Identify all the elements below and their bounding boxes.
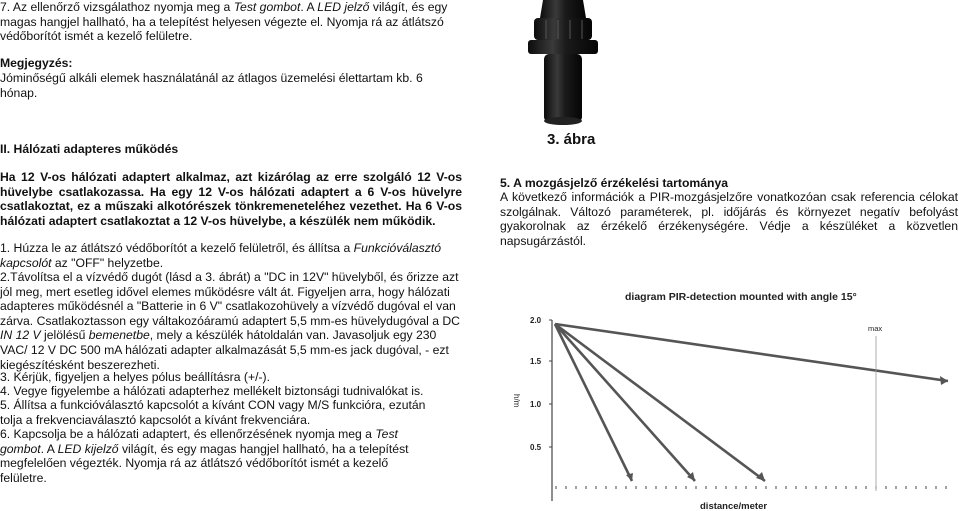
section5-title: 5. A mozgásjelző érzékelési tartománya xyxy=(500,176,729,190)
y-tick-label: 1.0 xyxy=(530,400,542,409)
max-label: max xyxy=(868,324,883,333)
section-title: II. Hálózati adapteres működés xyxy=(0,142,179,156)
pir-detection-diagram xyxy=(500,286,959,511)
warning-paragraph: Ha 12 V-os hálózati adaptert alkalmaz, azt kizárólag az erre szolgáló 12 V-os hüvelybe csatlakozassa. Ha egy 12 V-os hálózati adaptert a 6 V-os hüvelyre csatlakoztat, ez a műszaki alkotórészek tönkremeneteléhez vezethet. Ha 6 V-os hálózati adaptert csatlakoztat a 12 V-os hüvelybe, a készülék nem működik. xyxy=(0,170,462,228)
step-3: 3. Kérjük, figyeljen a helyes pólus beállításra (+/-). xyxy=(0,370,270,384)
step-4: 4. Vegye figyelembe a hálózati adapterhez mellékelt biztonsági tudnivalókat is. xyxy=(0,384,424,398)
waterproof-plug-image xyxy=(508,0,618,125)
step-6: 6. Kapcsolja be a hálózati adaptert, és ellenőrzésének nyomja meg a Test gombot. A LED kijelző világít, és egy magas hangjel hallható, ha a telepítést megfelelően végezték. Nyomja rá az átlátszó védőborítót ismét a kezelő felületre. xyxy=(0,427,409,485)
section5-text: A következő információk a PIR-mozgásjelzőre vonatkozóan csak referencia célokat szolgálnak. Változó paraméterek, pl. időjárás és környezet negatív befolyást gyakorolnak az érzékelő érzékenységére. Védje a készüléket a közvetlen napsugárzástól. xyxy=(500,190,958,248)
detection-rays xyxy=(555,324,948,481)
diagram-title: diagram PIR-detection mounted with angle 15° xyxy=(625,291,857,303)
note-title: Megjegyzés: xyxy=(0,56,73,70)
x-axis-label: distance/meter xyxy=(700,501,768,511)
step-5: 5. Állítsa a funkcióválasztó kapcsolót a kívánt CON vagy M/S funkcióra, ezután tolja a frekvenciaválasztó kapcsolót a kívánt frekvenciára. xyxy=(0,398,426,427)
y-axis-label: h/m xyxy=(512,394,521,408)
step-2: 2.Távolítsa el a vízvédő dugót (lásd a 3. ábrát) a "DC in 12V" hüvelyből, és őrizze azt jól meg, mert esetleg idővel elemes működésre vált át. Figyeljen arra, hogy hálózati adapteres működésnél a "Batterie in 6 V" csatlakozohüvely a vízvédő dugóval el van zárva. Csatlakoztasson egy váltakozóáramú adaptert 5,5 mm-es hüvelydugóval a DC IN 12 V jelölésű bemenetbe, mely a készülék hátoldalán van. Javasoljuk egy 230 VAC/ 12 V DC 500 mA hálózati adapter alkalmazását 5,5 mm-es jack dugóval, - ezt kiegészítésként beszerezheti. xyxy=(0,270,460,372)
y-tick-label: 2.0 xyxy=(530,316,542,325)
x-axis xyxy=(556,486,946,489)
y-tick-label: 1.5 xyxy=(530,357,542,366)
figure-label: 3. ábra xyxy=(547,131,596,148)
note-text: Jóminőségű alkáli elemek használatánál az átlagos üzemelési élettartam kb. 6 hónap. xyxy=(0,71,423,100)
item7-paragraph: 7. Az ellenőrző vizsgálathoz nyomja meg a Test gombot. A LED jelző világít, és egy magas hangjel hallható, ha a telepítést helyesen végezte el. Nyomja rá az átlátszó védőborítót ismét a kezelő felületre. xyxy=(0,0,448,44)
y-tick-label: 0.5 xyxy=(530,443,542,452)
step-1: 1. Húzza le az átlátszó védőborítót a kezelő felületről, és állítsa a Funkcióválasztó kapcsolót az "OFF" helyzetbe. xyxy=(0,241,442,270)
